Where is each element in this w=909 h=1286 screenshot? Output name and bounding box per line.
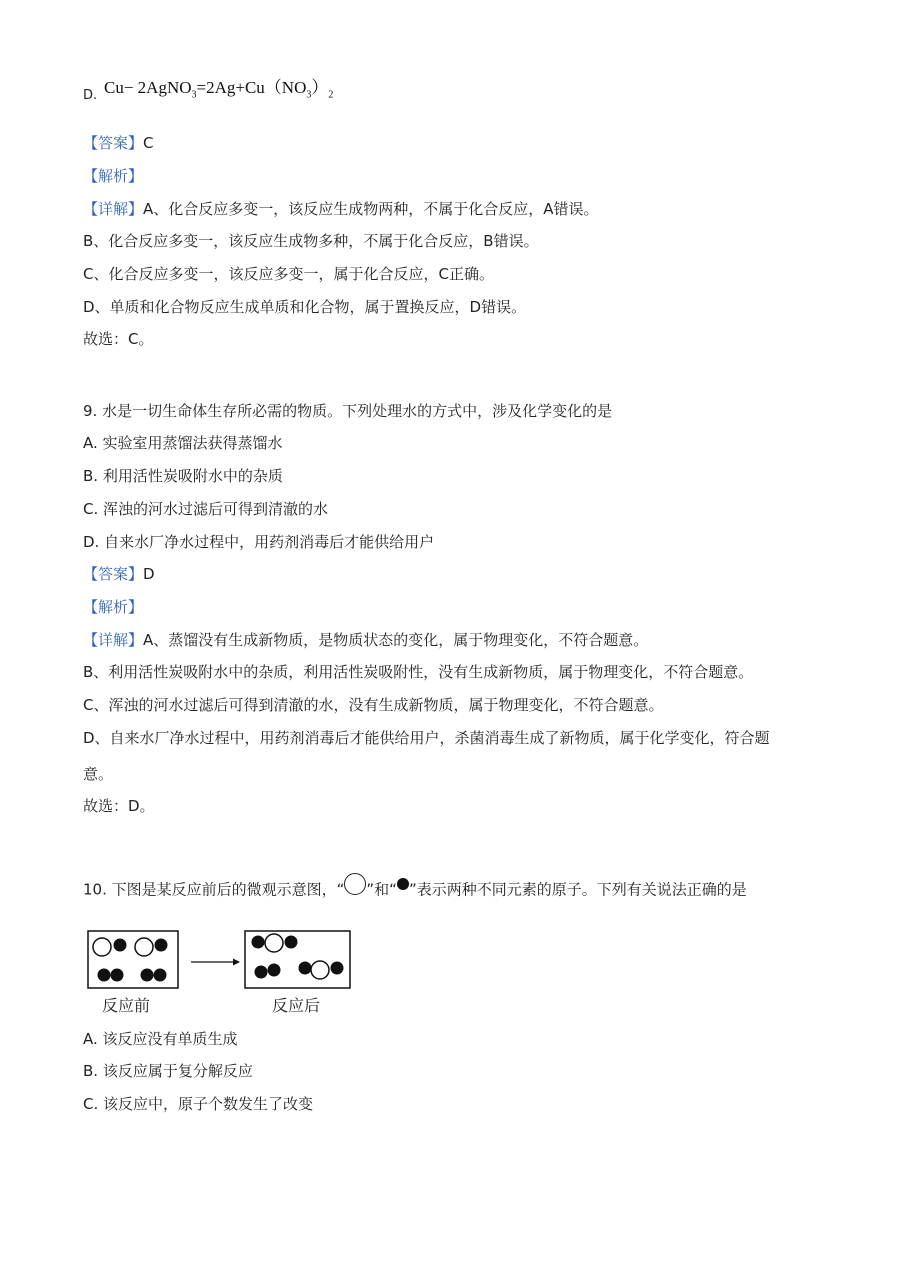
q9-stem: 9. 水是一切生命体生存所必需的物质。下列处理水的方式中，涉及化学变化的是 [83,402,613,420]
white-atom [135,938,153,956]
black-atom [299,962,312,975]
detail-c: C、化合反应多变一，该反应多变一，属于化合反应，C正确。 [83,265,494,283]
detail-a: 【详解】A、化合反应多变一，该反应生成物两种，不属于化合反应，A错误。 [83,200,599,218]
before-box [88,931,178,988]
q10-option-a: A. 该反应没有单质生成 [83,1030,238,1048]
q10-option-c: C. 该反应中，原子个数发生了改变 [83,1095,314,1113]
answer-line: 【答案】C [83,134,154,152]
black-atom-icon [397,878,409,890]
label-after: 反应后 [272,996,321,1015]
black-atom [98,969,111,982]
q9-detail-d-line1: D、自来水厂净水过程中，用药剂消毒后才能供给用户，杀菌消毒生成了新物质，属于化学变化，符合题 [83,729,770,747]
q9-option-a: A. 实验室用蒸馏法获得蒸馏水 [83,434,283,452]
q9-conclusion: 故选：D。 [83,797,155,815]
black-atom [114,939,127,952]
reaction-arrow [191,959,240,966]
q10-option-b: B. 该反应属于复分解反应 [83,1062,253,1080]
black-atom [111,969,124,982]
black-atom [141,969,154,982]
black-atom [331,962,344,975]
q9-analysis-heading: 【解析】 [83,598,144,616]
detail-b: B、化合反应多变一，该反应生成物多种，不属于化合反应，B错误。 [83,232,539,250]
black-atom [252,936,265,949]
q9-answer-line: 【答案】D [83,565,155,583]
q9-detail-d-line2: 意。 [83,765,114,783]
conclusion: 故选：C。 [83,330,154,348]
white-atom [311,961,329,979]
label-before: 反应前 [102,996,151,1015]
after-box [245,931,350,988]
white-atom [93,938,111,956]
reaction-diagram [87,930,357,990]
white-atom [265,934,283,952]
q10-stem: 10. 下图是某反应前后的微观示意图，“ ”和“ ”表示两种不同元素的原子。下列有关说法正确的是 [83,879,747,901]
chemical-equation: $Cu- 2AgNO_3=2Ag+Cu(NO_3)_2$ [104,78,334,101]
black-atom [285,936,298,949]
q9-option-c: C. 浑浊的河水过滤后可得到清澈的水 [83,500,329,518]
q9-option-b: B. 利用活性炭吸附水中的杂质 [83,467,283,485]
analysis-heading: 【解析】 [83,167,144,185]
black-atom [255,966,268,979]
q9-option-d: D. 自来水厂净水过程中，用药剂消毒后才能供给用户 [83,533,435,551]
q9-detail-c: C、浑浊的河水过滤后可得到清澈的水，没有生成新物质，属于物理变化，不符合题意。 [83,696,664,714]
option-d-label: D. [83,88,98,103]
white-atom-icon [344,873,366,895]
black-atom [155,939,168,952]
q9-detail-b: B、利用活性炭吸附水中的杂质，利用活性炭吸附性，没有生成新物质，属于物理变化，不符合题意。 [83,663,754,681]
q9-detail-a: 【详解】A、蒸馏没有生成新物质，是物质状态的变化，属于物理变化，不符合题意。 [83,631,649,649]
detail-d: D、单质和化合物反应生成单质和化合物，属于置换反应，D错误。 [83,298,527,316]
black-atom [154,969,167,982]
black-atom [268,964,281,977]
